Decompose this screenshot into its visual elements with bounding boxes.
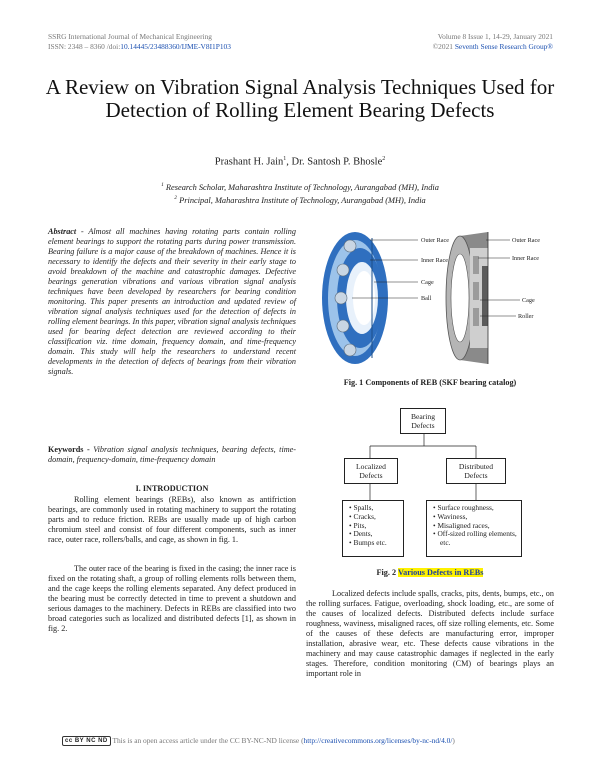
volume-info: Volume 8 Issue 1, 14-29, January 2021 bbox=[437, 32, 553, 41]
affiliation-1: $^1$ Research Scholar, Maharashtra Institute of Technology, Aurangabad (MH), India bbox=[161, 182, 439, 192]
journal-header bbox=[48, 32, 231, 51]
intro-paragraph-1: Rolling element bearings (REBs), also known as antifriction bearings, are commonly used in rotating machinery to support the rotating parts and to reduce friction. REBs are usually made up of high carbon chromium steel and consist of four different components, such as inner race, outer race, rollers/balls, and cage, as shown in fig. 1. bbox=[48, 495, 296, 544]
tree-node-bearing-defects: Bearing Defects bbox=[400, 408, 446, 434]
copyright: ©2021 Seventh Sense Research Group® bbox=[432, 41, 553, 51]
distributed-defects-list bbox=[426, 500, 522, 557]
section-heading-introduction: I. INTRODUCTION bbox=[135, 484, 209, 493]
list-item: • Cracks, bbox=[349, 511, 376, 521]
affiliation-2: $^2$ Principal, Maharashtra Institute of Technology, Aurangabad (MH), India bbox=[174, 194, 426, 205]
label-inner-race-right: Inner Race bbox=[512, 255, 539, 262]
figure-2-defect-tree bbox=[306, 396, 554, 560]
right-column-paragraph: Localized defects include spalls, cracks, pits, dents, bumps, etc., on the rolling surfaces. Fatigue, overloading, shock loading, etc., are some of the causes of localized defects. Distributed defects include surface roughness, waviness, misaligned races, off size rolling elements, etc. Some of the causes of these defects are manufacturing error, improper installation, abrasive wear, etc. These defects cause vibrations in the machinery and may cause catastrophic damages if neglected in the early stages. Therefore, condition monitoring (CM) of bearings plays an important role in bbox=[306, 589, 554, 678]
affiliations bbox=[40, 180, 560, 206]
label-ball: Ball bbox=[421, 295, 432, 302]
tree-node-localized-defects: Localized Defects bbox=[344, 458, 398, 484]
label-cage-right: Cage bbox=[522, 297, 535, 304]
list-item: • Waviness, bbox=[433, 511, 468, 521]
publisher-link[interactable]: Seventh Sense Research Group® bbox=[454, 41, 553, 51]
label-outer-race-left: Outer Race bbox=[421, 237, 450, 244]
label-roller: Roller bbox=[518, 313, 534, 320]
authors: Prashant H. Jain$^1$, Dr. Santosh P. Bhosle$^2$ bbox=[214, 156, 386, 168]
cc-license-badge[interactable]: cc BY NC ND bbox=[62, 736, 111, 746]
volume-header bbox=[433, 32, 553, 51]
caption-highlight: Various Defects in REBs bbox=[398, 568, 484, 577]
figure-1-bearing-components bbox=[310, 226, 560, 374]
list-item: • Bumps etc. bbox=[349, 538, 387, 548]
list-item: • Dents, bbox=[349, 529, 373, 539]
figure-2-caption: Fig. 2 Various Defects in REBs bbox=[376, 568, 484, 577]
roller-bearing-image bbox=[446, 232, 488, 364]
label-outer-race-right: Outer Race bbox=[512, 237, 541, 244]
figure-1-caption: Fig. 1 Components of REB (SKF bearing catalog) bbox=[343, 378, 517, 387]
issn-doi: ISSN: 2348 – 8360 /doi:10.14445/23488360/IJME-V8I1P103 bbox=[48, 41, 231, 51]
label-cage-left: Cage bbox=[421, 279, 434, 286]
localized-defects-list bbox=[342, 500, 404, 557]
tree-node-distributed-defects: Distributed Defects bbox=[446, 458, 506, 484]
license-link[interactable]: http://creativecommons.org/licenses/by-nc-nd/4.0/ bbox=[303, 736, 453, 745]
paper-title: A Review on Vibration Signal Analysis Techniques Used for Detection of Rolling Element Bearing Defects bbox=[45, 75, 555, 122]
license-footer: cc BY NC ND This is an open access article under the CC BY-NC-ND license (http://creativecommons.org/licenses/by-nc-nd/4.0/) bbox=[62, 736, 552, 746]
list-item: • Pits, bbox=[349, 520, 367, 530]
journal-name: SSRG International Journal of Mechanical Engineering bbox=[48, 32, 212, 41]
list-item: • Surface roughness, bbox=[433, 503, 494, 512]
list-item: • Off-sized rolling elements, etc. bbox=[433, 529, 517, 548]
label-inner-race-left: Inner Race bbox=[421, 257, 448, 264]
list-item: • Spalls, bbox=[349, 503, 374, 512]
list-item: • Misaligned races, bbox=[433, 520, 490, 530]
keywords: Keywords - Vibration signal analysis techniques, bearing defects, time-domain, frequency-domain, time-frequency domain bbox=[48, 445, 297, 464]
intro-paragraph-2: The outer race of the bearing is fixed in the casing; the inner race is fixed on the rotating shaft, a group of rolling elements rolls between them, and the cage keeps the rolling elements separated. Any defect produced in the bearing must be correctly detected in time to prevent a shutdown and serious damages to the machinery. Defects in REBs are classified into two broad categories such as localized and distributed defects [1], as shown in fig. 2. bbox=[48, 564, 296, 633]
doi-link[interactable]: 10.14445/23488360/IJME-V8I1P103 bbox=[120, 41, 231, 51]
abstract: Abstract - Almost all machines having rotating parts contain rolling element bearings to support the rotating parts during power transmission. Bearing failure is a major cause of the breakdown of machines. Hence it is necessary to identify the defects and their severity in their early stage to avoid breakdown of the machine and catastrophic damages. Defective bearings generation vibrations and various vibration signal analysis techniques have been developed by researchers for bearing condition monitoring. This paper presents an introduction and updated review of vibration signal analysis techniques used for the detection of defects in rolling element bearings. In this paper, vibration signal analysis techniques used for bearing defect detection are reviewed according to their classification viz. time domain, frequency domain, and time-frequency domain. This study will help the researchers to understand recent developments in the detection of defects of bearings from their vibration signals. bbox=[48, 227, 296, 376]
